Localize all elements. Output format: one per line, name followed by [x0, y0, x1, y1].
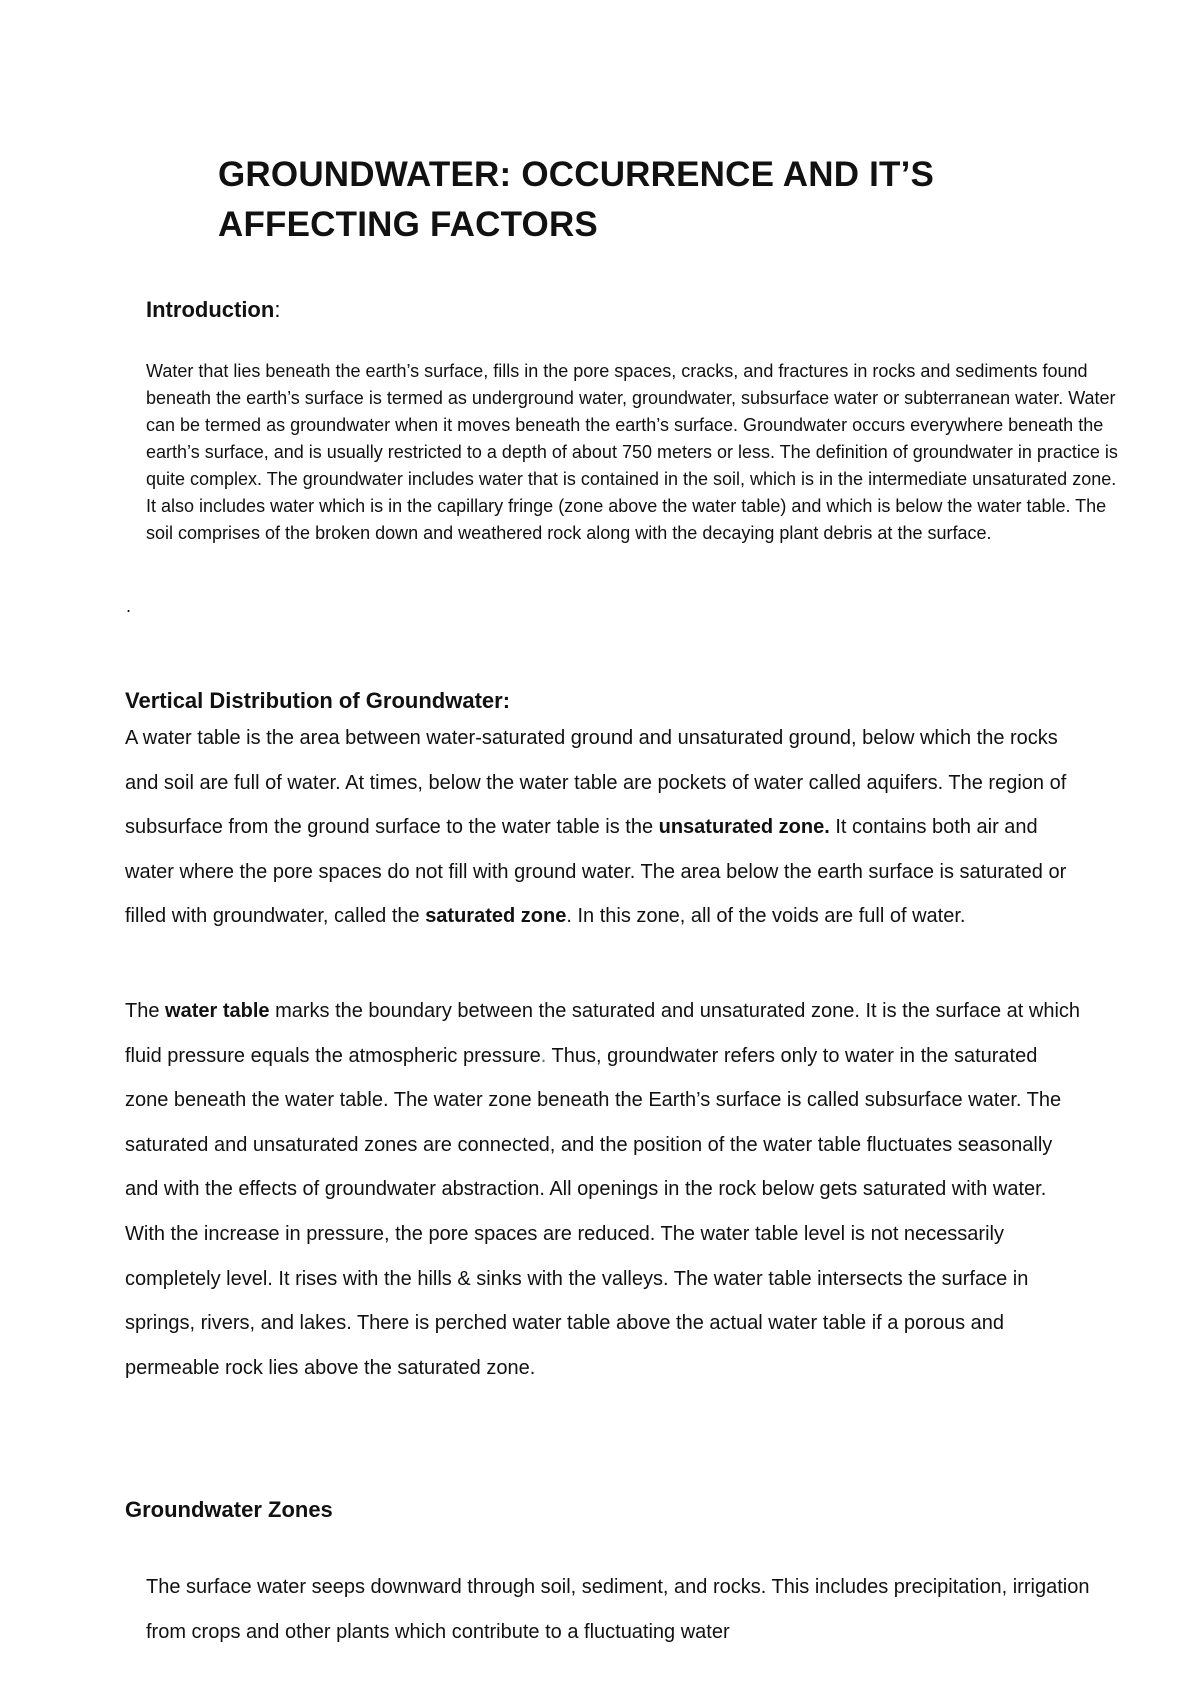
vertical-distribution-heading: Vertical Distribution of Groundwater:: [125, 688, 511, 713]
introduction-heading-colon: :: [274, 297, 281, 322]
vd-p2-text-c: Thus, groundwater refers only to water in the saturated zone beneath the water table. The water zone beneath the Earth’s surface is called subsurface water. The saturated and unsaturated zones are connected, and the position of the water table fluctuates seasonally and with the effects of groundwater abstraction. All openings in the rock below gets saturated with water. With the increase in pressure, the pore spaces are reduced. The water table level is not necessarily completely level. It rises with the hills & sinks with the valleys. The water table intersects the surface in springs, rivers, and lakes. There is perched water table above the actual water table if a porous and permeable rock lies above the saturated zone.: [125, 1044, 1062, 1379]
vd-p2-text-a: The: [125, 1000, 166, 1022]
introduction-heading: [146, 295, 280, 325]
vd-p1-text-c: . In this zone, all of the voids are full of water.: [566, 905, 966, 927]
vd-p2-blue-period: .: [540, 1044, 547, 1067]
water-table-term: water table: [165, 1000, 270, 1022]
unsaturated-zone-term: unsaturated zone.: [658, 816, 830, 838]
groundwater-zones-paragraph: The surface water seeps downward through soil, sediment, and rocks. This includes precipitation, irrigation from crops and other plants which contribute to a fluctuating water: [146, 1576, 1090, 1643]
document-title: GROUNDWATER: OCCURRENCE AND IT’S AFFECTING FACTORS: [218, 155, 935, 244]
groundwater-zones-heading: Groundwater Zones: [125, 1497, 333, 1522]
vd-p1-text-b: It contains both air and water where the pore spaces do not fill with ground water. The area below the earth surface is saturated or filled with groundwater, called the: [125, 816, 1067, 927]
vertical-distribution-paragraph-1: [125, 716, 1085, 939]
introduction-heading-text: Introduction: [146, 297, 275, 322]
vd-p1-text-a: A water table is the area between water-saturated ground and unsaturated ground, below which the rocks and soil are full of water. At times, below the water table are pockets of water called aquifers. The region of subsurface from the ground surface to the water table is the: [125, 727, 1067, 838]
introduction-paragraph: Water that lies beneath the earth’s surface, fills in the pore spaces, cracks, and fractures in rocks and sediments found beneath the earth’s surface is termed as underground water, groundwater, subsurface water or subterranean water. Water can be termed as groundwater when it moves beneath the earth’s surface. Groundwater occurs everywhere beneath the earth’s surface, and is usually restricted to a depth of about 750 meters or less. The definition of groundwater in practice is quite complex. The groundwater includes water that is contained in the soil, which is in the intermediate unsaturated zone. It also includes water which is in the capillary fringe (zone above the water table) and which is below the water table. The soil comprises of the broken down and weathered rock along with the decaying plant debris at the surface.: [146, 361, 1118, 543]
saturated-zone-term: saturated zone: [425, 905, 567, 927]
stray-period: .: [126, 596, 132, 616]
vd-p2-text-b: marks the boundary between the saturated and unsaturated zone. It is the surface at which fluid pressure equals the atmospheric pressure: [125, 1000, 1081, 1067]
vertical-distribution-paragraph-2: [125, 989, 1085, 1390]
